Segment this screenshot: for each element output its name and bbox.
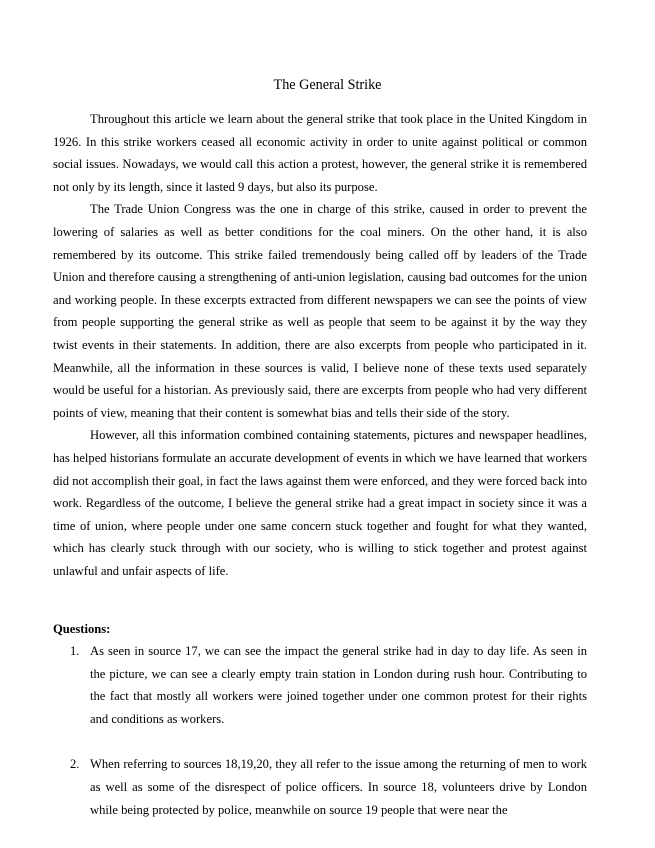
paragraph-trade-union: The Trade Union Congress was the one in charge of this strike, caused in order to prevent the lowering of salaries as well as better conditions for the coal miners. On the other hand, it is also remembered by its outcome. This strike failed tremendously being called off by leaders of the Trade Union and therefore causing a strengthening of anti-union legislation, causing bad outcomes for the union and working people. In these excerpts extracted from different newspapers we can see the points of view from people supporting the general strike as well as people that seem to be against it by the way they twist events in their statements. In addition, there are also excerpts from people who participated in it. Meanwhile, all the information in these sources is valid, I believe none of these texts used separately would be useful for a historian. As previously said, there are excerpts from people who had very different points of view, meaning that their content is somewhat bias and tells their side of the story. bbox=[53, 202, 587, 420]
questions-heading: Questions: bbox=[53, 622, 111, 636]
question-text: As seen in source 17, we can see the impact the general strike had in day to day life. As seen in the picture, we can see a clearly empty train station in London during rush hour. Contributing to the fact that mostly all workers were joined together under one common protest for their rights and conditions as workers. bbox=[90, 644, 587, 726]
question-item bbox=[53, 640, 587, 730]
question-item bbox=[53, 753, 587, 821]
questions-list bbox=[53, 640, 587, 844]
question-number: 2. bbox=[70, 757, 80, 772]
question-text: When referring to sources 18,19,20, they all refer to the issue among the returning of men to work as well as some of the disrespect of police officers. In source 18, volunteers drive by London while being protected by police, meanwhile on source 19 people that were near the bbox=[90, 757, 587, 817]
paragraph-intro: Throughout this article we learn about the general strike that took place in the United Kingdom in 1926. In this strike workers ceased all economic activity in order to unite against political or common social issues. Nowadays, we would call this action a protest, however, the general strike it is remembered not only by its length, since it lasted 9 days, but also its purpose. bbox=[53, 112, 587, 194]
paragraph-conclusion: However, all this information combined containing statements, pictures and newspaper headlines, has helped historians formulate an accurate development of events in which we have learned that workers did not accomplish their goal, in fact the laws against them were enforced, and they were forced back into work. Regardless of the outcome, I believe the general strike had a great impact in society since it was a time of union, where people under one same concern stuck together and fought for what they wanted, which has clearly stuck through with our society, who is willing to stick together and protest against unlawful and unfair aspects of life. bbox=[53, 428, 587, 578]
question-number: 1. bbox=[70, 644, 80, 658]
document-body bbox=[53, 108, 587, 582]
document-title: The General Strike bbox=[273, 77, 382, 93]
